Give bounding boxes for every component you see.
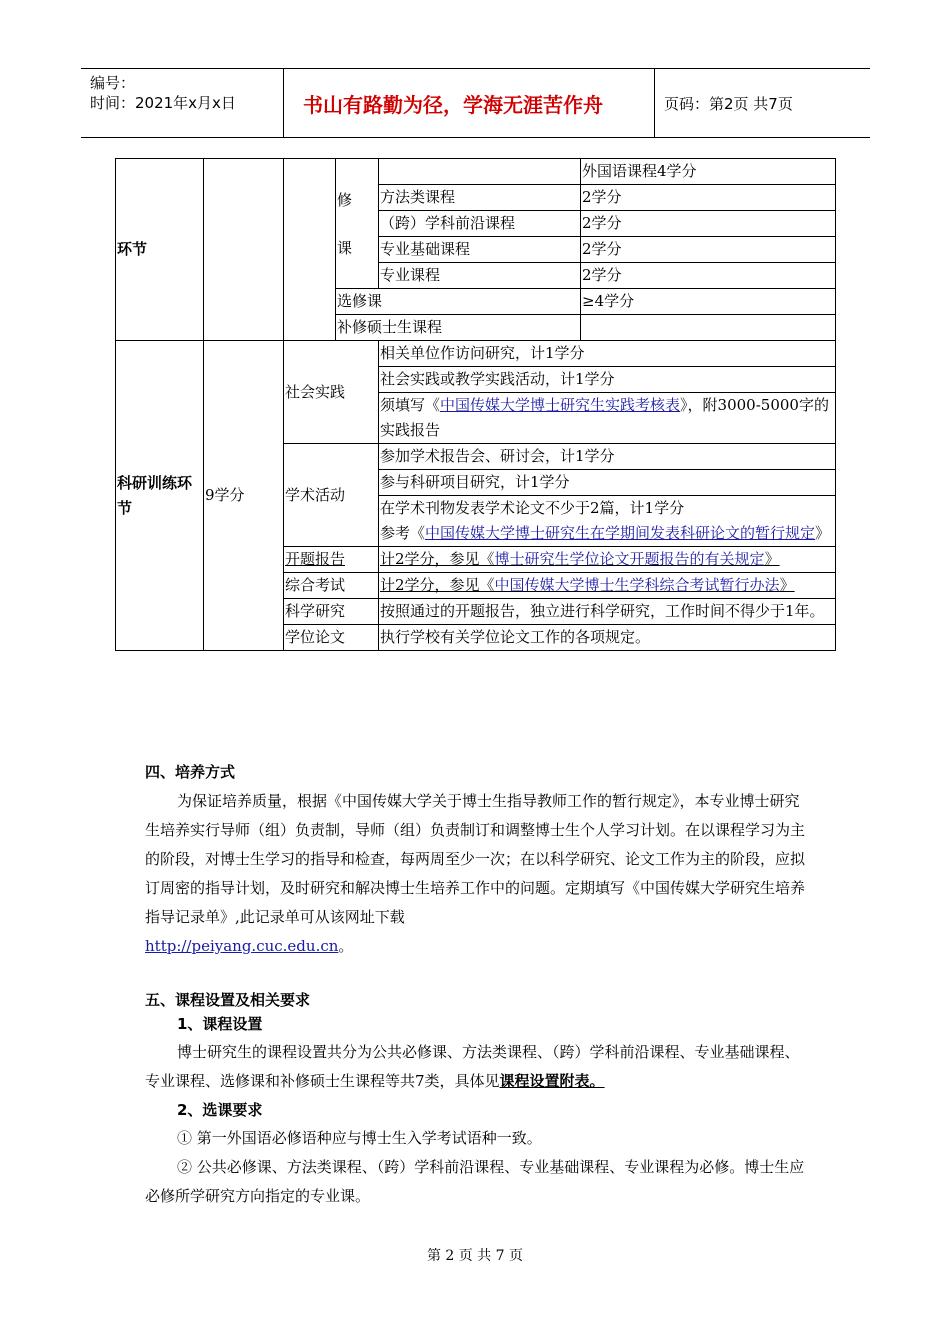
section-body [145, 1038, 805, 1096]
activity-name: 开题报告 [284, 547, 379, 573]
activity-item [379, 547, 836, 573]
course-credit [581, 315, 836, 341]
section-credit: 9学分 [204, 341, 284, 651]
page-footer: 第 2 页 共 7 页 [426, 1248, 524, 1264]
requirement-1: ① 第一外国语必修语种应与博士生入学考试语种一致。 [177, 1129, 542, 1147]
course-name: 方法类课程 [379, 185, 581, 211]
activity-item: 参加学术报告会、研讨会，计1学分 [379, 444, 836, 470]
section-label: 环节 [116, 159, 204, 341]
mark-char: 修 [337, 190, 353, 209]
header-divider [283, 69, 284, 137]
course-name: 专业课程 [379, 263, 581, 289]
activity-note [379, 393, 836, 444]
note-text: 参考《 [380, 524, 426, 542]
note-text: 》 [815, 524, 831, 542]
note-text: 》 [764, 550, 780, 568]
activity-item: 在学术刊物发表学术论文不少于2篇，计1学分 [379, 496, 836, 522]
course-credit: 外国语课程4学分 [581, 159, 836, 185]
course-credit: 2学分 [581, 237, 836, 263]
course-name: 选修课 [336, 289, 581, 315]
header-divider [654, 69, 655, 137]
mark-char: 课 [337, 238, 353, 257]
form-link[interactable]: 中国传媒大学博士研究生实践考核表 [440, 396, 681, 414]
regulation-link[interactable]: 中国传媒大学博士研究生在学期间发表科研论文的暂行规定 [425, 524, 816, 542]
body-text: 为保证培养质量，根据《中国传媒大学关于博士生指导教师工作的暂行规定》，本专业博士研究生培养实行导师（组）负责制，导师（组）负责制订和调整博士生个人学习计划。在以课程学习为主的阶段，对博士生学习的指导和检查，每两周至少一次；在以科学研究、论文工作为主的阶段，应拟订周密的指导计划，及时研究和解决博士生培养工作中的问题。定期填写《中国传媒大学研究生培养指导记录单》,此记录单可从该网址下载 [145, 792, 806, 926]
required-mark [336, 159, 379, 289]
section-5 [145, 988, 805, 1211]
section-4 [145, 760, 805, 961]
table-row [116, 159, 836, 185]
course-name: 专业基础课程 [379, 237, 581, 263]
course-name [379, 159, 581, 185]
activity-name: 学术活动 [284, 444, 379, 547]
section-title: 四、培养方式 [145, 763, 236, 781]
activity-name: 综合考试 [284, 573, 379, 599]
body-text: 。 [338, 937, 354, 955]
body-text: 博士研究生的课程设置共分为公共必修课、方法类课程、（跨）学科前沿课程、专业基础课程、专业课程、选修课和补修硕士生课程等共7类，具体见 [145, 1043, 800, 1090]
training-table [115, 158, 836, 651]
note-text: 》 [779, 576, 795, 594]
activity-item: 社会实践或教学实践活动，计1学分 [379, 367, 836, 393]
section-body [145, 787, 805, 961]
empty-cell [284, 159, 336, 341]
subsection-title: 1、课程设置 [177, 1015, 263, 1033]
number-label: 编号： [90, 74, 136, 92]
activity-item: 按照通过的开题报告，独立进行科学研究，工作时间不得少于1年。 [379, 599, 836, 625]
course-credit: 2学分 [581, 185, 836, 211]
header-meta [90, 73, 236, 113]
time-label: 时间：2021年x月x日 [90, 94, 236, 112]
download-link[interactable]: http://peiyang.cuc.edu.cn [145, 937, 339, 955]
page-header [81, 68, 870, 138]
activity-item [379, 573, 836, 599]
activity-name: 社会实践 [284, 341, 379, 444]
activity-note [379, 521, 836, 547]
requirement-2: ② 公共必修课、方法类课程、（跨）学科前沿课程、专业基础课程、专业课程为必修。博士生应必修所学研究方向指定的专业课。 [145, 1158, 805, 1205]
activity-item: 执行学校有关学位论文工作的各项规定。 [379, 625, 836, 651]
note-text: 计2学分，参见《 [380, 576, 495, 594]
appendix-link[interactable]: 课程设置附表。 [499, 1072, 605, 1090]
course-credit: 2学分 [581, 263, 836, 289]
activity-name: 学位论文 [284, 625, 379, 651]
course-name: （跨）学科前沿课程 [379, 211, 581, 237]
subsection-title: 2、选课要求 [177, 1101, 263, 1119]
note-text: 》，附3000-5000字的实践报告 [380, 396, 829, 439]
course-credit: 2学分 [581, 211, 836, 237]
exam-link[interactable]: 中国传媒大学博士生学科综合考试暂行办法 [494, 576, 780, 594]
section-title: 五、课程设置及相关要求 [145, 991, 311, 1009]
activity-item: 相关单位作访问研究，计1学分 [379, 341, 836, 367]
note-text: 须填写《 [380, 396, 441, 414]
proposal-link[interactable]: 博士研究生学位论文开题报告的有关规定 [494, 550, 765, 568]
activity-item: 参与科研项目研究，计1学分 [379, 470, 836, 496]
activity-name: 科学研究 [284, 599, 379, 625]
course-name: 补修硕士生课程 [336, 315, 581, 341]
empty-cell [204, 159, 284, 341]
header-motto: 书山有路勤为径，学海无涯苦作舟 [303, 92, 603, 117]
course-credit: ≥4学分 [581, 289, 836, 315]
header-page-info: 页码：第2页 共7页 [664, 94, 793, 113]
section-label: 科研训练环节 [116, 341, 204, 651]
note-text: 计2学分，参见《 [380, 550, 495, 568]
table-row [116, 341, 836, 367]
